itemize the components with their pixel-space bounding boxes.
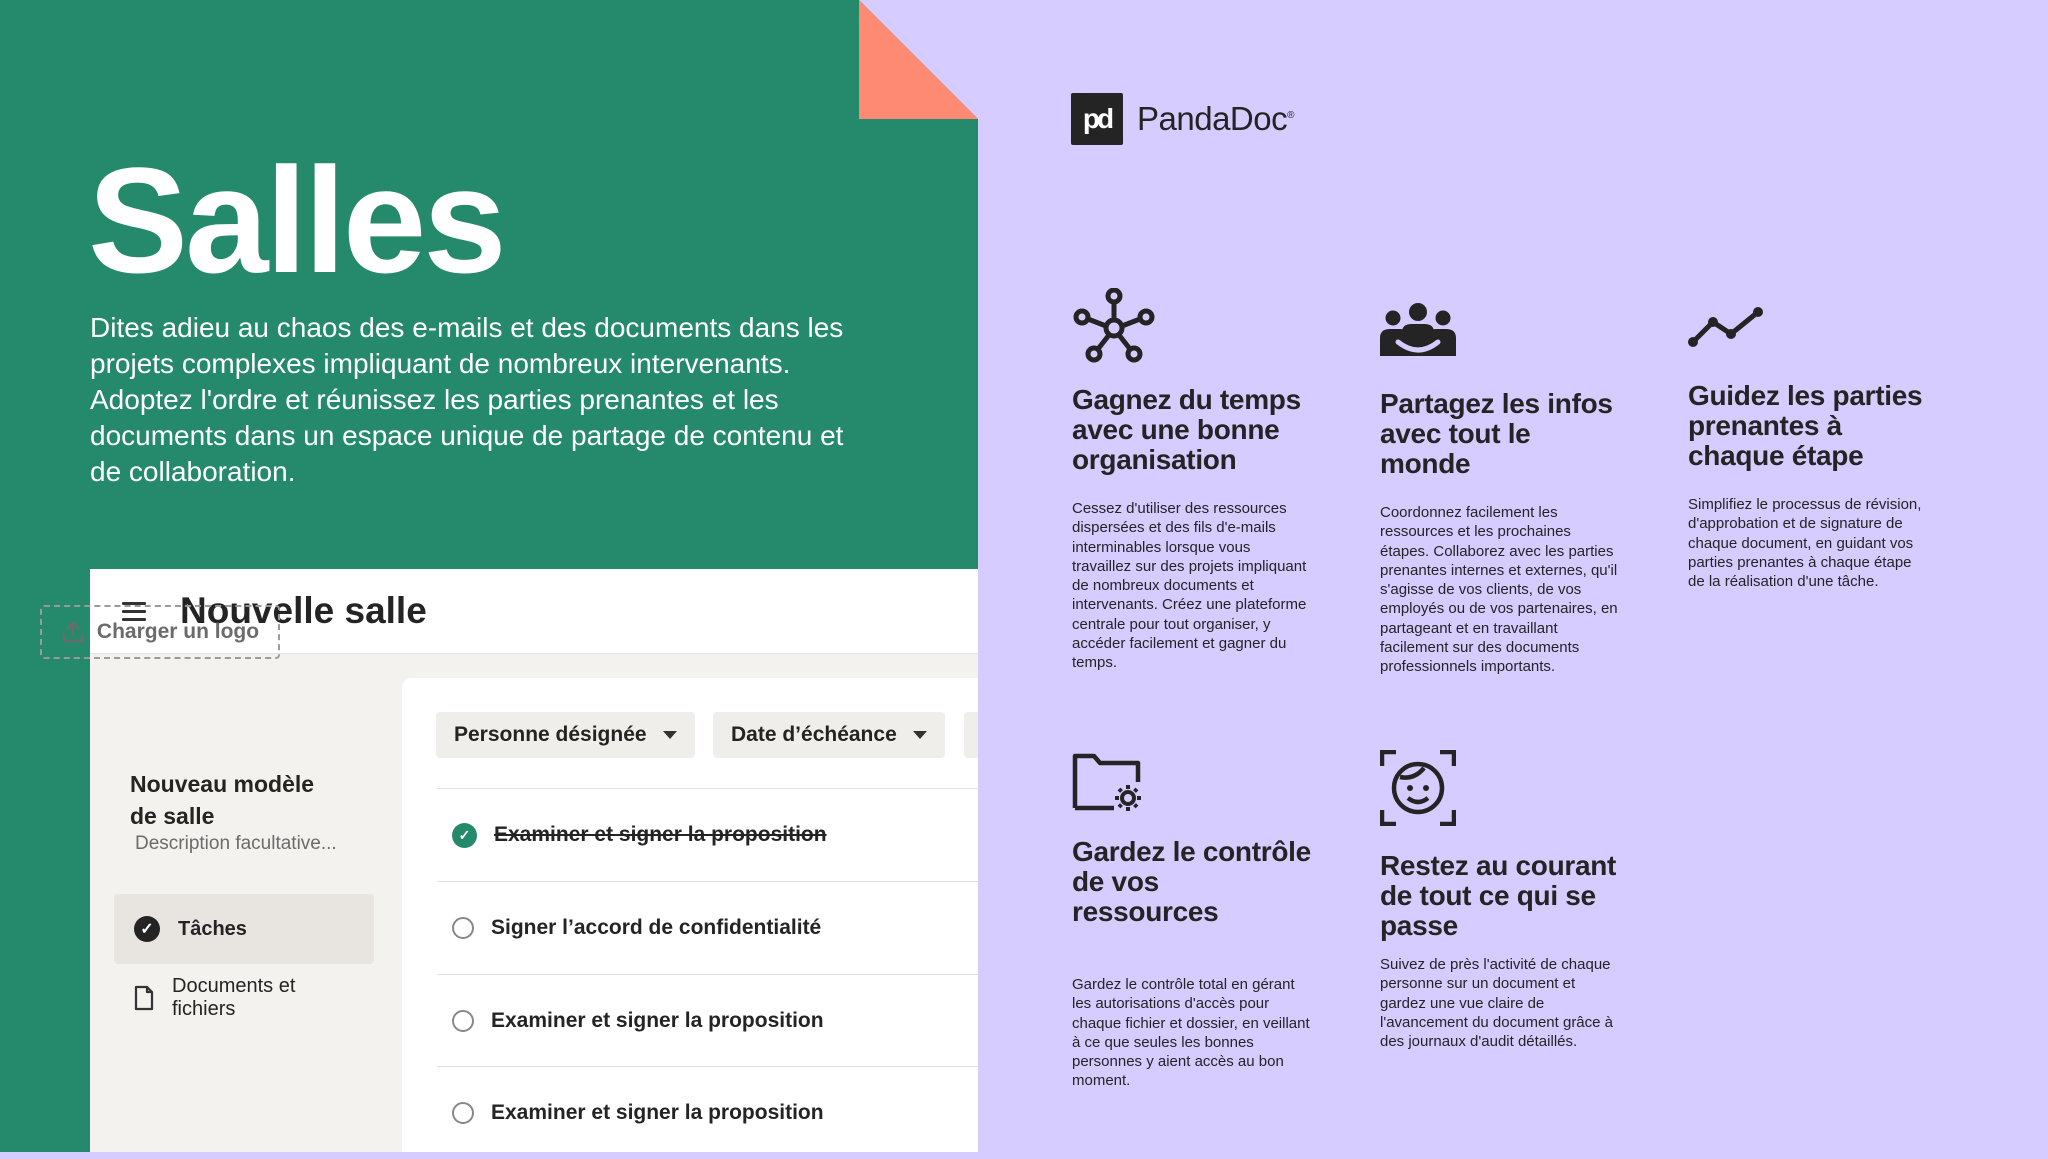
task-row[interactable] [437,881,978,974]
pandadoc-logo: pd PandaDoc® [1071,93,1294,145]
feature-sharing [1380,302,1620,677]
hero-intro: Dites adieu au chaos des e-mails et des documents dans les projets complexes impliquant de nombreux intervenants. Adoptez l'ordre et réunissez les parties prenantes et les documents dans un espace unique de partage de contenu et de collaboration. [90,312,844,487]
upload-logo-label: Charger un logo [96,620,260,643]
task-row[interactable] [437,788,978,881]
filter-due-date[interactable] [713,712,945,758]
task-radio[interactable] [452,917,474,939]
feature-text: Cessez d'utiliser des ressources dispersées et des fils d'e-mails interminables lorsque vous travaillez sur des projets impliquant de nombreux documents et intervenants. Créez une plateforme centrale pour tout organiser, y accéder facilement et gagner du temps. [1072,500,1307,672]
document-icon [134,985,154,1011]
nav-item-label: Tâches [178,917,247,940]
logo-mark: pd [1071,93,1123,145]
filter-label: Date d’échéance [731,723,897,746]
feature-text: Coordonnez facilement les ressources et les prochaines étapes. Collaborez avec les parties prenantes internes et externes, qu'il s'agisse de vos clients, de vos employés ou de vos partenaires, en partageant et en travaillant facilement sur des documents professionnels importants. [1380,504,1618,676]
filter-label: Personne désignée [454,723,647,746]
nav-item-tasks[interactable] [114,894,374,964]
check-circle-icon: ✓ [134,916,160,942]
feature-organisation [1072,288,1312,673]
task-label: Signer l’accord de confidentialité [491,916,822,939]
filter-more[interactable] [964,712,978,758]
task-radio[interactable] [452,1010,474,1032]
network-icon [1072,288,1156,366]
feature-control [1072,752,1312,1091]
upload-logo-button[interactable] [40,605,280,659]
feature-text: Simplifiez le processus de révision, d'approbation et de signature de chaque document, en guidant vos parties prenantes à chaque étape de la réalisation d'une tâche. [1688,496,1922,591]
caret-down-icon [663,731,677,739]
trend-line-icon [1688,304,1766,348]
task-label: Examiner et signer la proposition [491,1101,824,1124]
template-description[interactable]: Description facultative... [135,833,337,854]
task-row[interactable] [437,974,978,1067]
feature-title: Gagnez du temps avec une bonne organisation [1072,384,1301,475]
feature-text: Suivez de près l'activité de chaque personne sur un document et gardez une vue claire de l'avancement du document grâce à des journaux d'audit détaillés. [1380,956,1614,1051]
upload-icon [61,620,85,644]
hero-title: Salles [88,136,504,304]
task-label: Examiner et signer la proposition [494,823,827,846]
feature-title: Restez au courant de tout ce qui se passe [1380,850,1617,941]
folder-gear-icon [1072,752,1146,814]
brand-name: PandaDoc [1137,100,1288,137]
nav-item-documents[interactable] [134,975,332,1021]
template-name[interactable]: Nouveau modèle de salle [130,771,315,829]
feature-title: Partagez les infos avec tout le monde [1380,388,1613,479]
caret-down-icon [913,731,927,739]
filter-assignee[interactable] [436,712,695,758]
task-label: Examiner et signer la proposition [491,1009,824,1032]
people-icon [1380,302,1456,356]
feature-tracking [1380,750,1620,1051]
feature-text: Gardez le contrôle total en gérant les autorisations d'accès pour chaque fichier et dossier, en veillant à ce que seules les bonnes personnes y aient accès au bon moment. [1072,976,1310,1090]
feature-title: Gardez le contrôle de vos ressources [1072,836,1311,927]
task-radio[interactable] [452,1102,474,1124]
nav-item-label: Documents et fichiers [172,975,296,1020]
task-row[interactable] [437,1066,978,1159]
task-checked-icon[interactable]: ✓ [452,823,477,848]
room-title: Nouvelle salle [180,590,427,631]
feature-guidance [1688,304,1928,591]
face-scan-icon [1380,750,1456,826]
feature-title: Guidez les parties prenantes à chaque étape [1688,380,1923,471]
